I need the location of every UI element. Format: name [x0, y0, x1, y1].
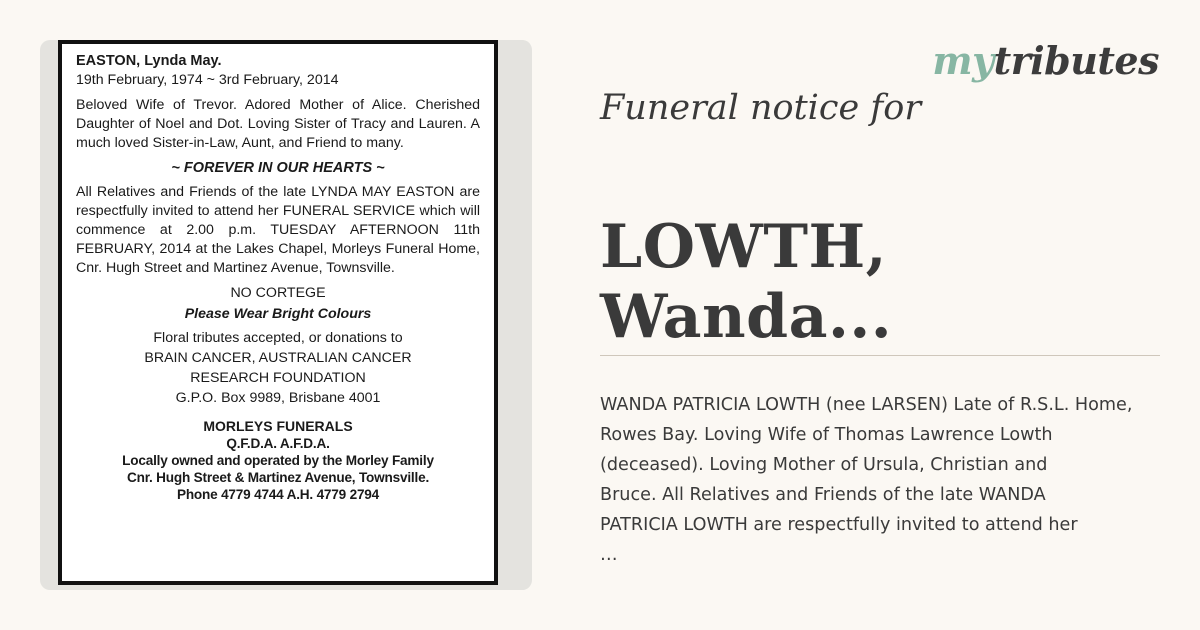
- mytributes-logo[interactable]: [932, 38, 1159, 83]
- notice-floral-line-3: RESEARCH FOUNDATION: [190, 370, 366, 386]
- notice-name: EASTON, Lynda May.: [76, 53, 222, 69]
- card-edge: [512, 40, 530, 590]
- notice-excerpt: WANDA PATRICIA LOWTH (nee LARSEN) Late of R.S.L. Home, Rowes Bay. Loving Wife of Thomas Lawrence Lowth (deceased). Loving Mother of Ursula, Christian and Bruce. All Relatives and Friends of the late WANDA PATRICIA LOWTH are respectfully invited to attend her …: [600, 395, 1133, 565]
- divider: [600, 355, 1160, 356]
- notice-image-card: [40, 40, 532, 590]
- notice-dates: 19th February, 1974 ~ 3rd February, 2014: [76, 72, 339, 88]
- notice-forever: ~ FOREVER IN OUR HEARTS ~: [171, 160, 385, 176]
- notice-phone: Phone 4779 4744 A.H. 4779 2794: [176, 487, 380, 502]
- funeral-notice-clipping: [58, 40, 498, 585]
- logo-tributes: tributes: [993, 38, 1159, 83]
- notice-floral-line-1: Floral tributes accepted, or donations to: [153, 330, 403, 346]
- notice-no-cortege: NO CORTEGE: [230, 285, 326, 301]
- notice-family: Beloved Wife of Trevor. Adored Mother of Alice. Cherished Daughter of Noel and Dot. Loving Sister of Tracy and Lauren. A much loved Sister-in-Law, Aunt, and Friend to many.: [76, 97, 480, 151]
- page-title: LOWTH, Wanda...: [600, 212, 893, 352]
- notice-floral: [76, 328, 480, 408]
- notice-owned: Locally owned and operated by the Morley Family: [122, 453, 434, 468]
- notice-qfda: Q.F.D.A. A.F.D.A.: [226, 436, 330, 451]
- notice-morleys-title: MORLEYS FUNERALS: [203, 418, 353, 434]
- notice-floral-line-4: G.P.O. Box 9989, Brisbane 4001: [175, 390, 381, 406]
- notice-service: All Relatives and Friends of the late LYNDA MAY EASTON are respectfully invited to attend her FUNERAL SERVICE which will commence at 2.00 p.m. TUESDAY AFTERNOON 11th FEBRUARY, 2014 at the Lakes Chapel, Morleys Funeral Home, Cnr. Hugh Street and Martinez Avenue, Townsville.: [76, 184, 480, 276]
- page-subtitle: Funeral notice for: [600, 88, 922, 128]
- logo-my: my: [932, 38, 994, 83]
- notice-address: Cnr. Hugh Street & Martinez Avenue, Townsville.: [126, 470, 430, 485]
- notice-floral-line-2: BRAIN CANCER, AUSTRALIAN CANCER: [144, 350, 412, 366]
- notice-wear-colours: Please Wear Bright Colours: [184, 306, 372, 322]
- notice-morleys-details: [76, 435, 480, 503]
